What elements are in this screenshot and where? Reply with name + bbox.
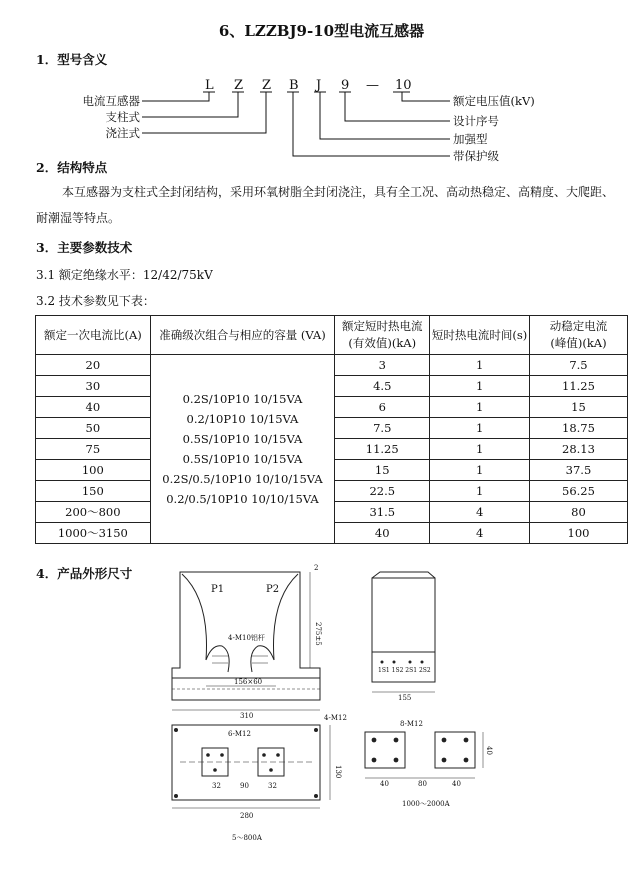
svg-text:40: 40 bbox=[380, 780, 389, 788]
svg-text:130: 130 bbox=[334, 765, 342, 779]
svg-text:带保护级: 带保护级 bbox=[453, 149, 499, 163]
table-header-row bbox=[36, 316, 628, 355]
table-row: 100 15 1 37.5 bbox=[36, 460, 628, 481]
svg-text:40: 40 bbox=[485, 746, 493, 755]
svg-text:设计序号: 设计序号 bbox=[453, 114, 499, 128]
svg-text:156×60: 156×60 bbox=[234, 678, 263, 686]
svg-text:P2: P2 bbox=[266, 584, 280, 595]
section-2-heading: 2．结构特点 bbox=[36, 160, 108, 175]
svg-text:80: 80 bbox=[418, 780, 427, 788]
svg-text:2: 2 bbox=[314, 564, 319, 572]
table-intro: 3.2 技术参数见下表： bbox=[36, 294, 155, 308]
section-1-heading: 1．型号含义 bbox=[36, 52, 108, 67]
table-row: 30 4.5 1 11.25 bbox=[36, 376, 628, 397]
table-row: 50 7.5 1 18.75 bbox=[36, 418, 628, 439]
table-row: 40 6 1 15 bbox=[36, 397, 628, 418]
svg-text:4-M10铝杆: 4-M10铝杆 bbox=[228, 634, 265, 642]
table-row: 200～800 31.5 4 80 bbox=[36, 502, 628, 523]
col-header: 额定一次电流比(A) bbox=[36, 316, 151, 355]
svg-text:155: 155 bbox=[398, 694, 412, 702]
svg-text:1000～2000A: 1000～2000A bbox=[402, 800, 450, 808]
svg-text:浇注式: 浇注式 bbox=[105, 126, 140, 140]
svg-text:支柱式: 支柱式 bbox=[105, 110, 140, 124]
svg-text:32: 32 bbox=[212, 782, 221, 790]
code-letter: B bbox=[289, 78, 299, 93]
svg-text:5～800A: 5～800A bbox=[232, 834, 262, 842]
code-letter: 10 bbox=[395, 78, 412, 93]
page-title: 6、LZZBJ9-10型电流互感器 bbox=[218, 22, 425, 40]
code-letter: Z bbox=[262, 78, 272, 93]
table-row: 75 11.25 1 28.13 bbox=[36, 439, 628, 460]
svg-text:1S1 1S2 2S1 2S2: 1S1 1S2 2S1 2S2 bbox=[378, 667, 431, 674]
svg-text:310: 310 bbox=[240, 712, 254, 720]
table-row: 20 0.2S/10P10 10/15VA 0.2/10P10 10/15VA 0.5S/10P10 10/15VA 0.5S/10P10 10/15VA 0.2S/0.5/10P10 10/10/15VA 0.2/0.5/10P10 10/10/15VA 3 1 7.5 bbox=[36, 355, 628, 376]
spec-table bbox=[35, 315, 628, 544]
svg-text:额定电压值(kV): 额定电压值(kV) bbox=[453, 94, 535, 108]
svg-text:6-M12: 6-M12 bbox=[228, 730, 251, 738]
table-row: 150 22.5 1 56.25 bbox=[36, 481, 628, 502]
col-header: 准确级次组合与相应的容量 (VA) bbox=[150, 316, 335, 355]
svg-text:40: 40 bbox=[452, 780, 461, 788]
svg-text:4-M12: 4-M12 bbox=[324, 714, 347, 722]
svg-text:加强型: 加强型 bbox=[453, 132, 488, 146]
code-letter: 9 bbox=[341, 78, 350, 93]
structure-text-line1: 本互感器为支柱式全封闭结构，采用环氧树脂全封闭浇注，具有全工况、高动热稳定、高精度、大爬距、 bbox=[62, 185, 615, 199]
code-letter: J bbox=[316, 78, 322, 93]
code-letter: L bbox=[205, 78, 214, 93]
svg-text:90: 90 bbox=[240, 782, 249, 790]
col-header: 动稳定电流 (峰值)(kA) bbox=[529, 316, 627, 355]
section-4-heading: 4．产品外形尺寸 bbox=[36, 566, 133, 581]
svg-text:8-M12: 8-M12 bbox=[400, 720, 423, 728]
svg-text:电流互感器: 电流互感器 bbox=[82, 94, 140, 108]
outline-drawing bbox=[0, 560, 643, 882]
svg-text:275±5: 275±5 bbox=[314, 622, 322, 646]
svg-text:280: 280 bbox=[240, 812, 254, 820]
svg-text:32: 32 bbox=[268, 782, 277, 790]
code-letter: — bbox=[366, 78, 379, 93]
model-code-diagram bbox=[0, 72, 643, 172]
accuracy-cell: 0.2S/10P10 10/15VA 0.2/10P10 10/15VA 0.5S/10P10 10/15VA 0.5S/10P10 10/15VA 0.2S/0.5/10P10 10/10/15VA 0.2/0.5/10P10 10/10/15VA bbox=[150, 355, 335, 544]
code-letter: Z bbox=[234, 78, 244, 93]
insulation-level: 3.1 额定绝缘水平：12/42/75kV bbox=[36, 268, 213, 282]
col-header: 短时热电流时间(s) bbox=[430, 316, 530, 355]
col-header: 额定短时热电流 (有效值)(kA) bbox=[335, 316, 430, 355]
svg-text:P1: P1 bbox=[211, 584, 225, 595]
structure-text-line2: 耐潮湿等特点。 bbox=[36, 211, 121, 225]
table-row: 1000～3150 40 4 100 bbox=[36, 523, 628, 544]
section-3-heading: 3．主要参数技术 bbox=[36, 240, 133, 255]
